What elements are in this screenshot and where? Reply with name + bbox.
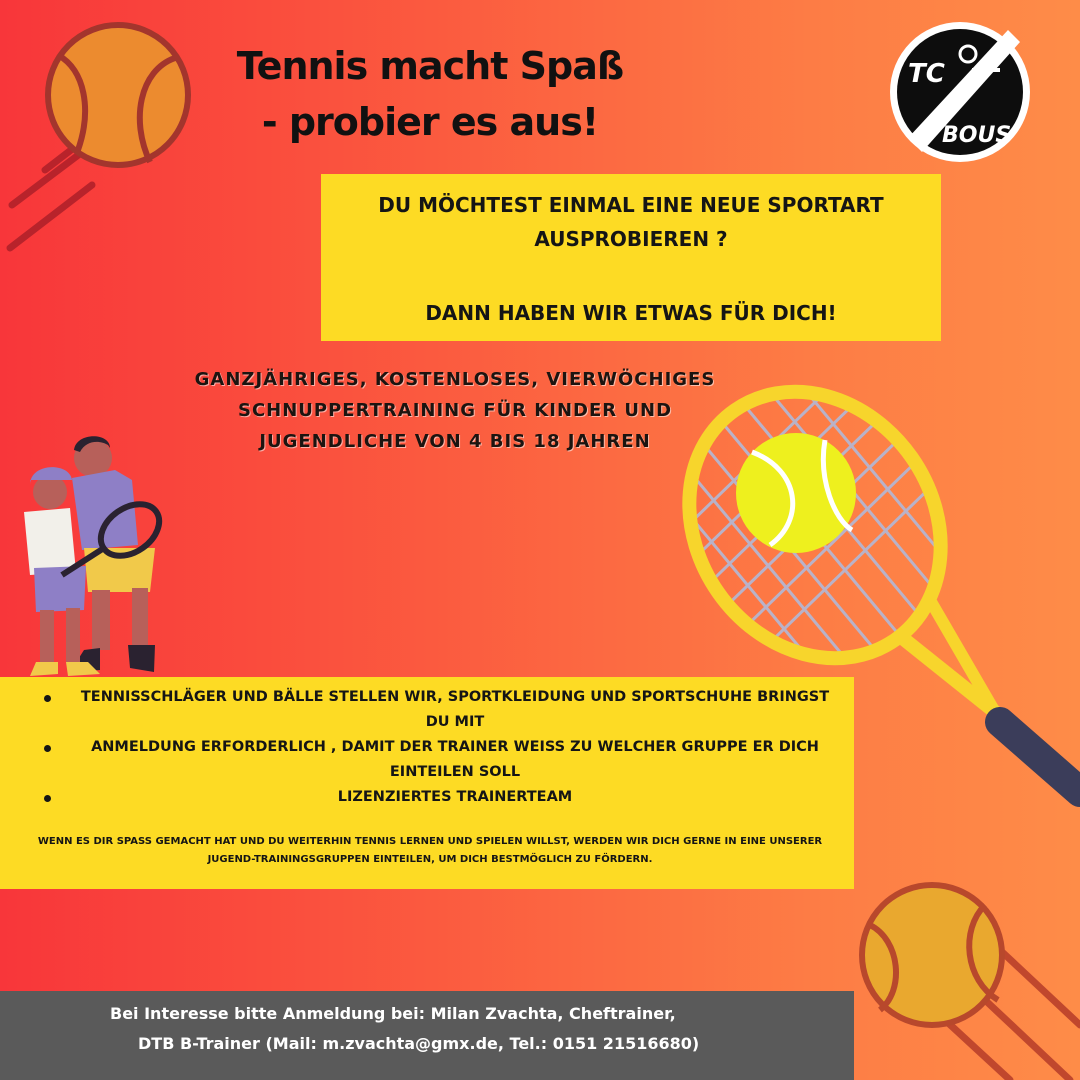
info-list [36,685,842,810]
club-logo [888,20,1032,164]
coach-and-child-illustration [24,436,169,676]
logo-text-bottom: BOUS [942,123,1012,148]
contact-line-2: DTB B-Trainer (Mail: m.zvachta@gmx.de, Tel.: 0151 21516680) [138,1034,700,1053]
intro-question: DU MÖCHTEST EINMAL EINE NEUE SPORTART AUSPROBIEREN ? [378,193,884,251]
page-title [200,38,660,150]
list-item [36,735,842,785]
bullet-icon [44,695,51,702]
info-note: WENN ES DIR SPASS GEMACHT HAT UND DU WEITERHIN TENNIS LERNEN UND SPIELEN WILLST, WERDEN WIR DICH GERNE IN EINE UNSERER JUGEND-TRAININGSGRUPPEN EINTEILEN, UM DICH BESTMÖGLICH ZU FÖRDERN. [37,836,823,865]
offer-text [130,364,780,457]
list-item [36,785,842,810]
list-item [36,685,842,735]
logo-text-top: TC [908,59,945,89]
info-box [0,677,854,889]
intro-box [321,174,941,341]
list-item-text: TENNISSCHLÄGER UND BÄLLE STELLEN WIR, SPORTKLEIDUNG UND SPORTSCHUHE BRINGST DU MIT [80,689,830,730]
title-line-1: Tennis macht Spaß [236,44,624,88]
bullet-icon [44,795,51,802]
contact-line-1: Bei Interesse bitte Anmeldung bei: Milan Zvachta, Cheftrainer, [110,1004,676,1023]
intro-answer: DANN HABEN WIR ETWAS FÜR DICH! [425,301,837,325]
tennis-ball-icon-top [10,25,188,248]
title-line-2: - probier es aus! [261,100,599,144]
offer-line-2: SCHNUPPERTRAINING FÜR KINDER UND [237,400,673,421]
bullet-icon [44,745,51,752]
offer-line-1: GANZJÄHRIGES, KOSTENLOSES, VIERWÖCHIGES [194,369,716,390]
list-item-text: ANMELDUNG ERFORDERLICH , DAMIT DER TRAINER WEISS ZU WELCHER GRUPPE ER DICH EINTEILEN SOLL [91,739,819,780]
contact-footer [0,991,854,1080]
tennis-ball-icon-bottom [862,885,1080,1080]
list-item-text: LIZENZIERTES TRAINERTEAM [337,789,573,805]
offer-line-3: JUGENDLICHE VON 4 BIS 18 JAHREN [259,431,651,452]
